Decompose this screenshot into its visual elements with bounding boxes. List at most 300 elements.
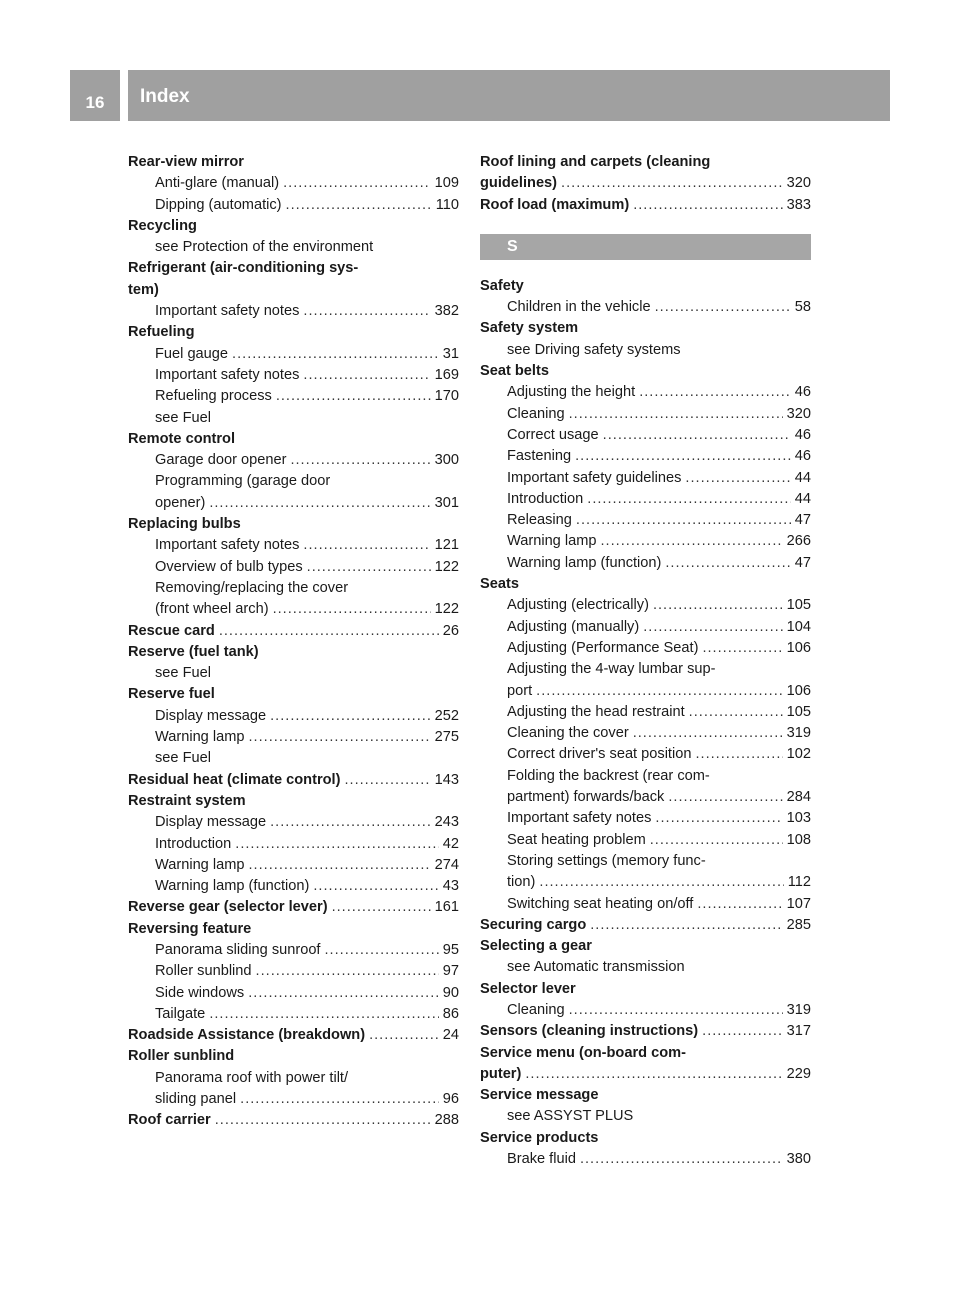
dot-leader [702, 1021, 783, 1042]
entry-text: Side windows [155, 984, 245, 1001]
entry-text: Overview of bulb types [155, 558, 303, 575]
entry-text: Important safety notes [155, 537, 300, 554]
dot-leader [219, 621, 439, 642]
index-subentry [480, 595, 811, 616]
dot-leader [575, 446, 791, 467]
page-reference: 319 [786, 1001, 811, 1018]
entry-text: see Fuel [155, 665, 211, 682]
index-subentry [480, 553, 811, 574]
entry-text: Roller sunblind [155, 963, 252, 980]
index-entry [128, 322, 459, 343]
index-entry [128, 1046, 459, 1067]
index-entry [480, 1064, 811, 1085]
entry-text: Warning lamp (function) [155, 878, 310, 895]
page-reference: 274 [434, 856, 459, 873]
entry-text: see ASSYST PLUS [507, 1108, 634, 1125]
index-entry [480, 1128, 811, 1149]
index-entry [480, 173, 811, 194]
dot-leader [536, 681, 782, 702]
index-entry [128, 216, 459, 237]
page-reference: 31 [442, 345, 459, 362]
dot-leader [643, 617, 782, 638]
page-reference: 301 [434, 494, 459, 511]
index-subentry [480, 723, 811, 744]
index-subentry [128, 173, 459, 194]
entry-text: Anti-glare (manual) [155, 175, 280, 192]
page-reference: 284 [786, 789, 811, 806]
section-letter-heading: S [480, 234, 811, 260]
dot-leader [650, 830, 783, 851]
entry-text: Safety system [480, 320, 579, 337]
index-list-right-top [480, 152, 811, 216]
page-number: 16 [85, 92, 105, 112]
entry-text: Adjusting the height [507, 384, 636, 401]
dot-leader [685, 468, 790, 489]
entry-text: Fuel gauge [155, 345, 229, 362]
index-subentry [128, 1004, 459, 1025]
page-reference: 96 [442, 1091, 459, 1108]
dot-leader [232, 344, 439, 365]
index-subentry [480, 510, 811, 531]
index-subentry [480, 744, 811, 765]
page-reference: 285 [786, 916, 811, 933]
entry-text: Important safety notes [155, 366, 300, 383]
page-reference: 105 [786, 597, 811, 614]
page-reference: 161 [434, 899, 459, 916]
index-subentry [480, 404, 811, 425]
entry-text: Important safety notes [155, 303, 300, 320]
index-entry [480, 915, 811, 936]
page-reference: 320 [786, 175, 811, 192]
page-reference: 47 [794, 512, 811, 529]
index-subentry [128, 344, 459, 365]
entry-text: Correct usage [507, 426, 599, 443]
index-entry [128, 152, 459, 173]
page-reference: 383 [786, 196, 811, 213]
index-entry [128, 897, 459, 918]
index-subentry [480, 766, 811, 787]
dot-leader [290, 450, 430, 471]
page-reference: 102 [786, 746, 811, 763]
entry-text: opener) [155, 494, 206, 511]
dot-leader [248, 983, 439, 1004]
dot-leader [270, 812, 431, 833]
index-subentry [480, 489, 811, 510]
entry-text: Panorama sliding sunroof [155, 941, 321, 958]
entry-text: Important safety notes [507, 810, 652, 827]
page-reference: 46 [794, 448, 811, 465]
entry-text: Adjusting (manually) [507, 618, 640, 635]
dot-leader [249, 855, 431, 876]
page-reference: 86 [442, 1005, 459, 1022]
entry-text: sliding panel [155, 1091, 237, 1108]
entry-text: Reversing feature [128, 920, 252, 937]
index-subentry [128, 983, 459, 1004]
page-reference: 288 [434, 1112, 459, 1129]
index-subentry [480, 830, 811, 851]
page-reference: 43 [442, 878, 459, 895]
page-header [70, 70, 890, 121]
entry-text: see Automatic transmission [507, 959, 685, 976]
index-subentry [128, 386, 459, 407]
dot-leader [303, 301, 430, 322]
index-entry [480, 318, 811, 339]
index-subentry [480, 617, 811, 638]
index-subentry [128, 876, 459, 897]
index-subentry [480, 787, 811, 808]
dot-leader [689, 702, 783, 723]
entry-text: Warning lamp (function) [507, 554, 662, 571]
dot-leader [697, 894, 782, 915]
entry-text: Service message [480, 1087, 599, 1104]
entry-text: Children in the vehicle [507, 299, 651, 316]
entry-text: Roadside Assistance (breakdown) [128, 1027, 366, 1044]
dot-leader [668, 787, 782, 808]
entry-text: Warning lamp [155, 856, 245, 873]
entry-text: Reserve fuel [128, 686, 215, 703]
index-subentry [480, 702, 811, 723]
entry-text: Releasing [507, 512, 572, 529]
entry-text: Cleaning [507, 405, 565, 422]
entry-text: Seat heating problem [507, 831, 646, 848]
dot-leader [276, 386, 431, 407]
index-subentry [480, 468, 811, 489]
page-reference: 47 [794, 554, 811, 571]
dot-leader [344, 770, 430, 791]
dot-leader [569, 404, 783, 425]
dot-leader [235, 834, 439, 855]
entry-text: Roof lining and carpets (cleaning [480, 154, 711, 170]
dot-leader [590, 915, 782, 936]
index-entry [480, 152, 811, 173]
entry-text: Refrigerant (air-conditioning sys- [128, 260, 359, 277]
index-entry [128, 791, 459, 812]
dot-leader [539, 872, 783, 893]
dot-leader [303, 365, 430, 386]
index-subentry [480, 957, 811, 978]
dot-leader [209, 1004, 438, 1025]
dot-leader [273, 599, 431, 620]
index-entry [128, 684, 459, 705]
page-reference: 112 [787, 874, 811, 891]
index-subentry [480, 382, 811, 403]
index-subentry [128, 706, 459, 727]
entry-text: Refueling [128, 324, 195, 341]
page-reference: 106 [786, 639, 811, 656]
page-reference: 121 [434, 537, 459, 554]
index-entry [480, 361, 811, 382]
index-entry [480, 1043, 811, 1064]
entry-text: Restraint system [128, 792, 246, 809]
entry-text: Warning lamp [507, 533, 597, 550]
dot-leader [369, 1025, 439, 1046]
page-reference: 122 [434, 558, 459, 575]
page-reference: 42 [442, 835, 459, 852]
entry-text: Adjusting (electrically) [507, 597, 649, 614]
page-reference: 143 [434, 771, 459, 788]
dot-leader [576, 510, 791, 531]
entry-text: Roller sunblind [128, 1048, 235, 1065]
entry-text: Reserve (fuel tank) [128, 643, 259, 660]
page-reference: 46 [794, 384, 811, 401]
index-subentry [128, 237, 459, 258]
entry-text: (front wheel arch) [155, 601, 269, 618]
entry-text: Roof carrier [128, 1112, 211, 1129]
entry-text: Service menu (on-board com- [480, 1044, 686, 1061]
index-entry [128, 258, 459, 279]
index-subentry [128, 535, 459, 556]
page-reference: 109 [434, 175, 459, 192]
page-reference: 46 [794, 426, 811, 443]
dot-leader [283, 173, 431, 194]
index-subentry [128, 408, 459, 429]
entry-text: tem) [128, 281, 159, 298]
dot-leader [695, 744, 782, 765]
dot-leader [249, 727, 431, 748]
index-list-right-bottom [480, 276, 811, 1170]
index-subentry [480, 531, 811, 552]
index-subentry [480, 681, 811, 702]
page-reference: 106 [786, 682, 811, 699]
dot-leader [655, 297, 791, 318]
entry-text: Brake fluid [507, 1151, 576, 1168]
entry-text: Garage door opener [155, 452, 287, 469]
dot-leader [215, 1110, 431, 1131]
index-subentry [480, 872, 811, 893]
page-reference: 108 [786, 831, 811, 848]
page-reference: 317 [786, 1023, 811, 1040]
index-subentry [480, 894, 811, 915]
index-subentry [480, 340, 811, 361]
index-subentry [480, 1106, 811, 1127]
index-subentry [128, 961, 459, 982]
index-subentry [480, 659, 811, 680]
page-reference: 122 [434, 601, 459, 618]
entry-text: Removing/replacing the cover [155, 579, 349, 596]
index-subentry [128, 663, 459, 684]
page-reference: 58 [794, 299, 811, 316]
index-subentry [128, 1089, 459, 1110]
page-reference: 24 [442, 1027, 459, 1044]
index-subentry [128, 855, 459, 876]
page-reference: 170 [434, 388, 459, 405]
entry-text: puter) [480, 1065, 522, 1082]
entry-text: Fastening [507, 448, 572, 465]
entry-text: Dipping (automatic) [155, 196, 282, 213]
page-reference: 107 [786, 895, 811, 912]
index-subentry [128, 727, 459, 748]
header-divider [120, 70, 128, 121]
index-subentry [128, 940, 459, 961]
page-reference: 44 [794, 490, 811, 507]
index-entry [128, 919, 459, 940]
entry-text: Display message [155, 707, 267, 724]
entry-text: Introduction [507, 490, 584, 507]
dot-leader [665, 553, 790, 574]
index-column-left [128, 152, 459, 1132]
page-reference: 95 [442, 941, 459, 958]
index-subentry [480, 1000, 811, 1021]
entry-text: Roof load (maximum) [480, 196, 630, 213]
entry-text: Selecting a gear [480, 938, 592, 955]
entry-text: Cleaning the cover [507, 725, 629, 742]
dot-leader [256, 961, 439, 982]
index-subentry [128, 450, 459, 471]
dot-leader [307, 557, 431, 578]
page-reference: 110 [435, 196, 459, 213]
dot-leader [525, 1064, 782, 1085]
index-entry [128, 642, 459, 663]
entry-text: Adjusting (Performance Seat) [507, 639, 699, 656]
dot-leader [639, 382, 791, 403]
index-entry [480, 195, 811, 216]
dot-leader [601, 531, 783, 552]
entry-text: Securing cargo [480, 916, 587, 933]
entry-text: see Fuel [155, 750, 211, 767]
index-subentry [128, 301, 459, 322]
index-subentry [128, 748, 459, 769]
entry-text: Introduction [155, 835, 232, 852]
page-title: Index [140, 85, 190, 107]
dot-leader [569, 1000, 783, 1021]
page-reference: 26 [442, 622, 459, 639]
page-reference: 44 [794, 469, 811, 486]
page-reference: 275 [434, 729, 459, 746]
dot-leader [587, 489, 791, 510]
entry-text: Replacing bulbs [128, 516, 241, 533]
index-subentry [128, 834, 459, 855]
entry-text: Adjusting the head restraint [507, 703, 685, 720]
entry-text: Reverse gear (selector lever) [128, 899, 328, 916]
entry-text: Safety [480, 277, 524, 294]
dot-leader [653, 595, 783, 616]
entry-text: Selector lever [480, 980, 576, 997]
entry-text: Adjusting the 4-way lumbar sup- [507, 661, 716, 678]
entry-text: port [507, 682, 533, 699]
index-entry [128, 770, 459, 791]
entry-text: Storing settings (memory func- [507, 852, 706, 869]
page-reference: 300 [434, 452, 459, 469]
entry-text: Programming (garage door [155, 473, 331, 490]
index-entry [128, 514, 459, 535]
index-subentry [480, 446, 811, 467]
index-subentry [480, 297, 811, 318]
dot-leader [633, 195, 782, 216]
entry-text: partment) forwards/back [507, 789, 665, 806]
dot-leader [603, 425, 791, 446]
index-entry [128, 621, 459, 642]
entry-text: Seat belts [480, 363, 549, 380]
entry-text: Refueling process [155, 388, 272, 405]
entry-text: tion) [507, 874, 536, 891]
dot-leader [270, 706, 431, 727]
entry-text: Correct driver's seat position [507, 746, 692, 763]
index-entry [480, 979, 811, 1000]
page-reference: 105 [786, 703, 811, 720]
dot-leader [332, 897, 431, 918]
page-reference: 319 [786, 725, 811, 742]
index-entry [480, 1021, 811, 1042]
entry-text: Warning lamp [155, 729, 245, 746]
page-reference: 229 [786, 1065, 811, 1082]
index-subentry [128, 1068, 459, 1089]
index-subentry [128, 812, 459, 833]
page-reference: 266 [786, 533, 811, 550]
index-entry [480, 276, 811, 297]
entry-text: Display message [155, 814, 267, 831]
dot-leader [303, 535, 430, 556]
entry-text: Residual heat (climate control) [128, 771, 341, 788]
dot-leader [655, 808, 782, 829]
entry-text: Rescue card [128, 622, 215, 639]
entry-text: Switching seat heating on/off [507, 895, 694, 912]
page-reference: 97 [442, 963, 459, 980]
dot-leader [240, 1089, 439, 1110]
index-entry [128, 1110, 459, 1131]
index-subentry [128, 599, 459, 620]
index-subentry [480, 808, 811, 829]
entry-text: see Fuel [155, 409, 211, 426]
page-reference: 169 [434, 366, 459, 383]
page-reference: 382 [434, 303, 459, 320]
index-entry [480, 574, 811, 595]
index-entry [128, 280, 459, 301]
dot-leader [209, 493, 430, 514]
entry-text: Remote control [128, 430, 236, 447]
page-reference: 320 [786, 405, 811, 422]
index-subentry [128, 365, 459, 386]
entry-text: Tailgate [155, 1005, 206, 1022]
entry-text: Important safety guidelines [507, 469, 682, 486]
index-entry [128, 429, 459, 450]
entry-text: guidelines) [480, 175, 558, 192]
entry-text: Rear-view mirror [128, 154, 244, 170]
index-subentry [128, 195, 459, 216]
entry-text: Folding the backrest (rear com- [507, 767, 710, 784]
index-subentry [128, 471, 459, 492]
entry-text: Panorama roof with power tilt/ [155, 1069, 349, 1086]
index-subentry [128, 578, 459, 599]
page-reference: 90 [442, 984, 459, 1001]
dot-leader [580, 1149, 783, 1170]
index-column-right [480, 152, 811, 1170]
entry-text: see Protection of the environment [155, 239, 374, 256]
index-subentry [480, 638, 811, 659]
entry-text: Seats [480, 576, 519, 593]
index-subentry [128, 493, 459, 514]
dot-leader [561, 173, 783, 194]
entry-text: Cleaning [507, 1001, 565, 1018]
index-entry [128, 1025, 459, 1046]
dot-leader [313, 876, 438, 897]
page-reference: 104 [786, 618, 811, 635]
entry-text: Sensors (cleaning instructions) [480, 1023, 699, 1040]
page-reference: 103 [786, 810, 811, 827]
index-entry [480, 936, 811, 957]
page-reference: 252 [434, 707, 459, 724]
entry-text: Service products [480, 1129, 599, 1146]
dot-leader [633, 723, 783, 744]
page-reference: 380 [786, 1151, 811, 1168]
dot-leader [286, 195, 432, 216]
index-subentry [480, 1149, 811, 1170]
index-subentry [128, 557, 459, 578]
index-entry [480, 1085, 811, 1106]
index-subentry [480, 851, 811, 872]
page-reference: 243 [434, 814, 459, 831]
index-subentry [480, 425, 811, 446]
entry-text: Recycling [128, 217, 197, 234]
